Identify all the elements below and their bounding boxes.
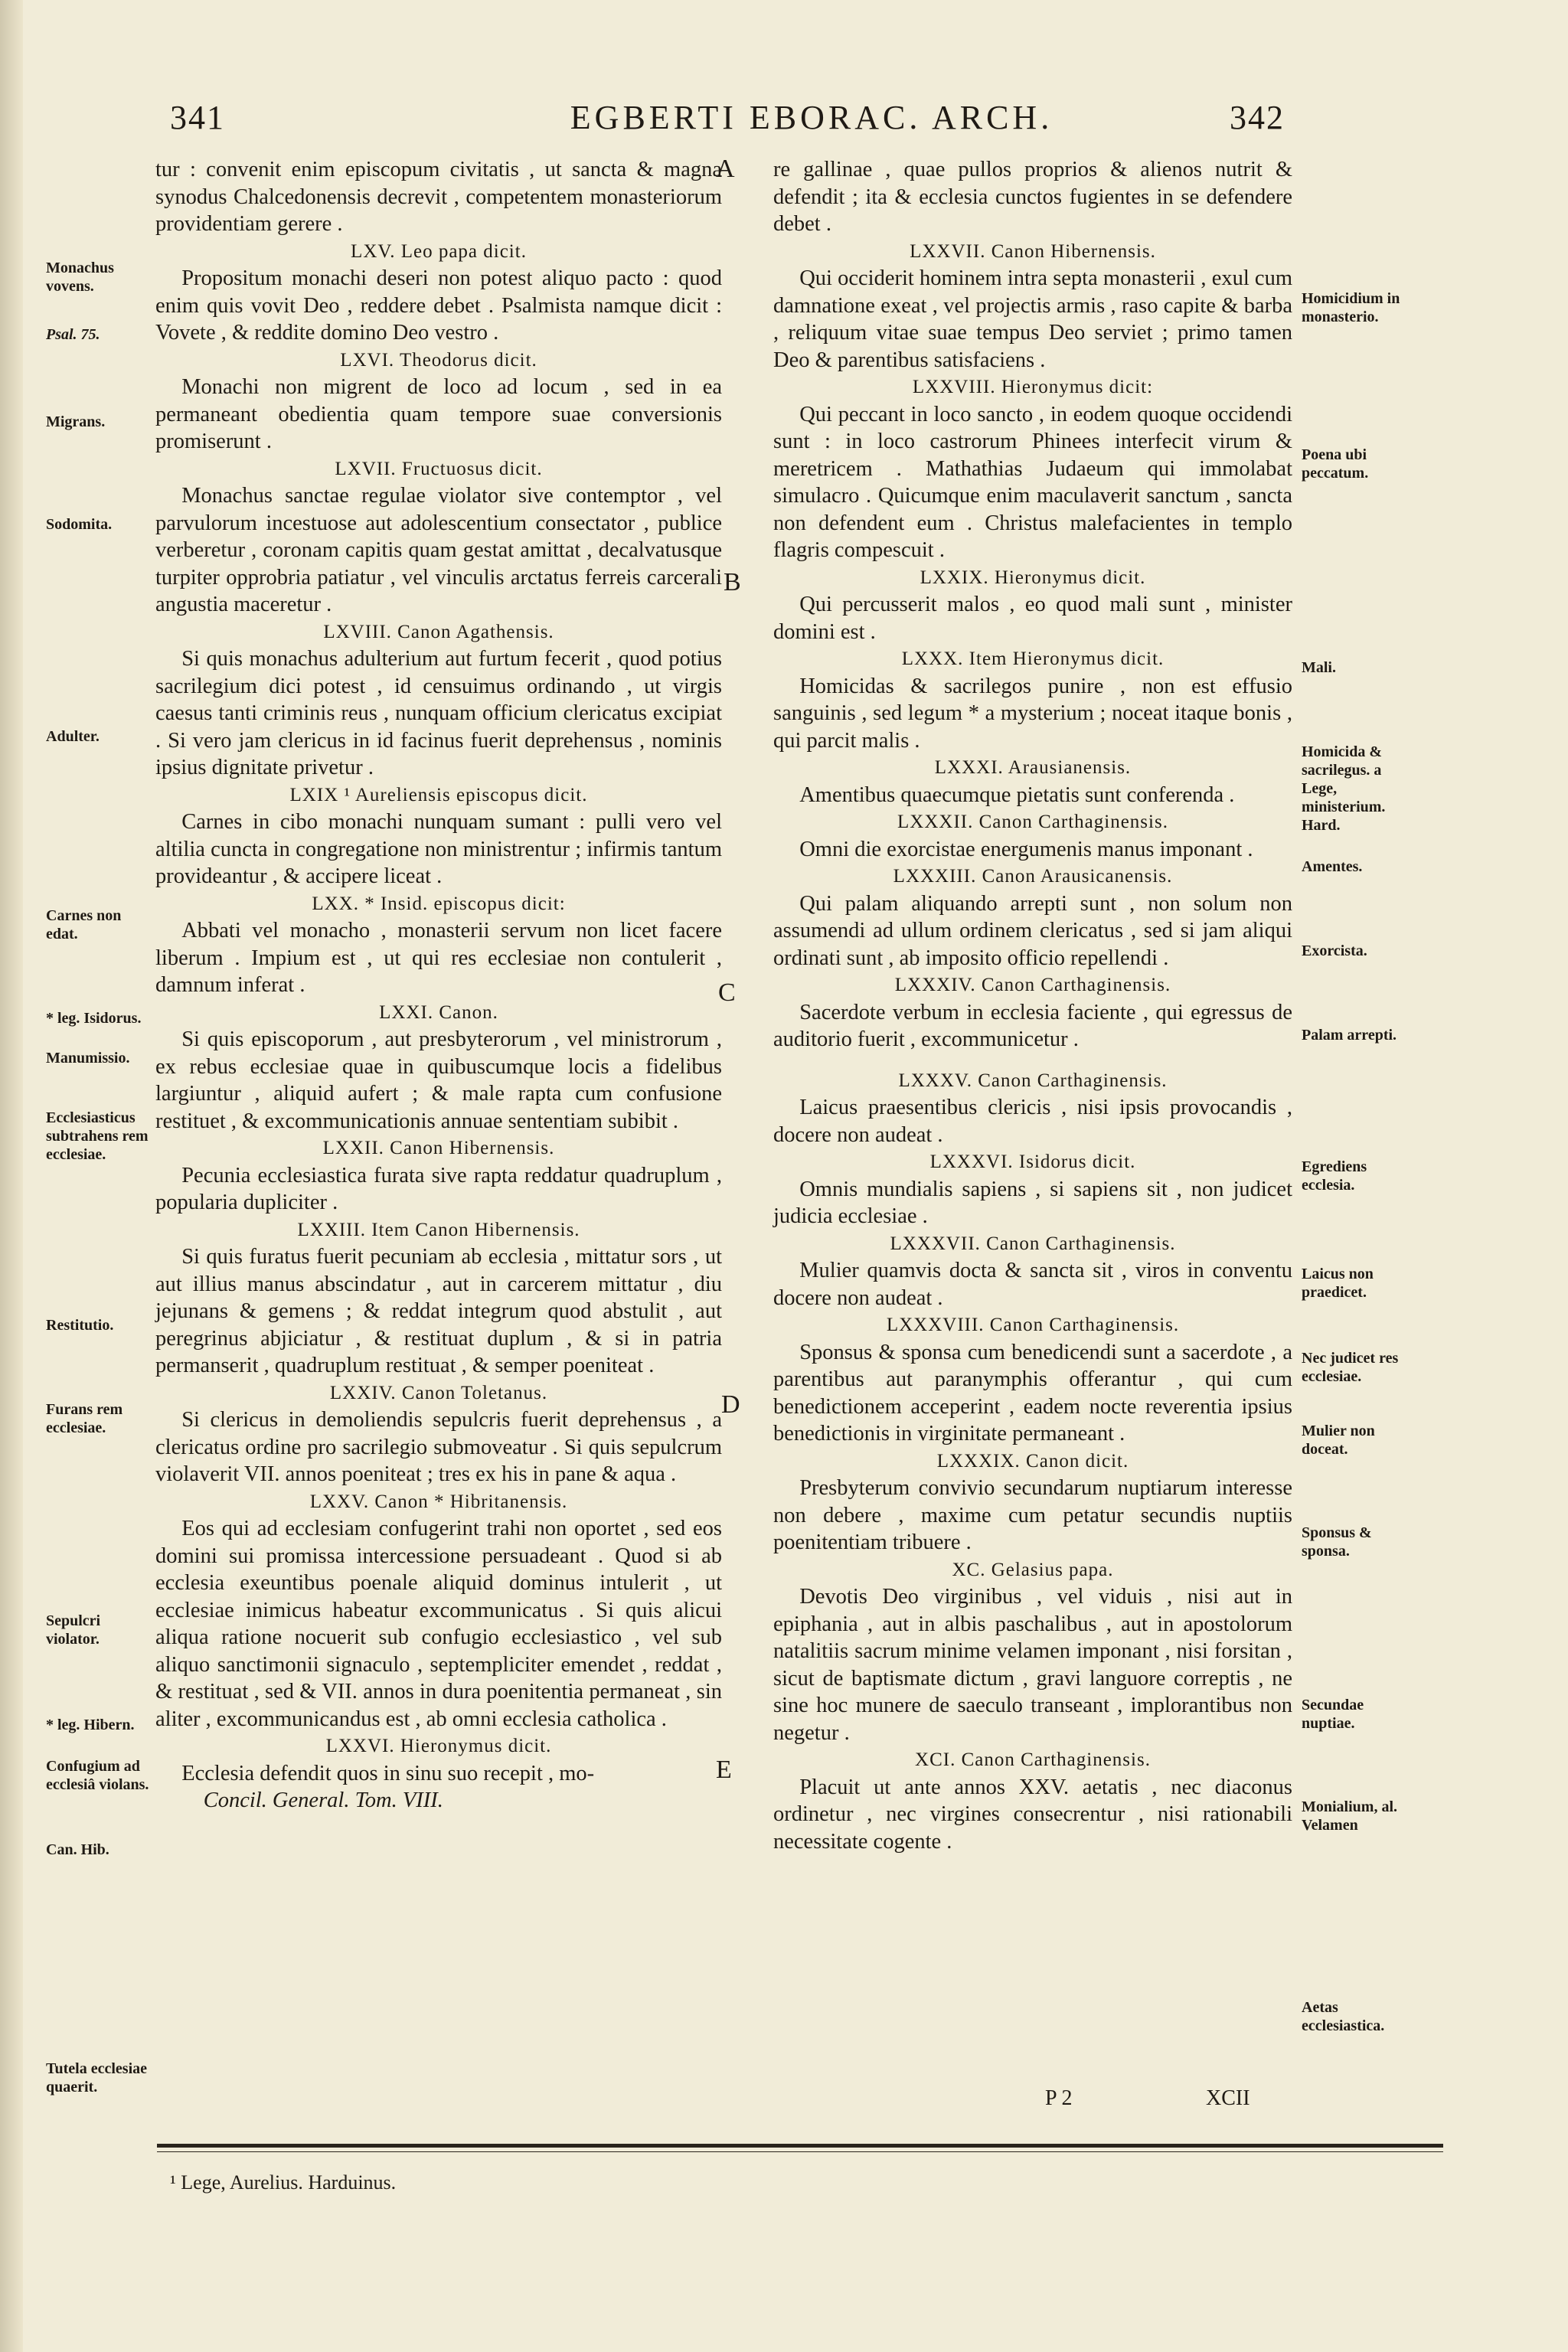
paragraph: Propositum monachi deseri non potest aliquo pacto : quod enim quis vovit Deo , reddere debet . Psalmista namque dicit : Vovete , & reddite domino Deo vestro . bbox=[155, 266, 722, 345]
margin-note: Psal. 75. bbox=[46, 326, 100, 343]
canon-heading: LXXI. Canon. bbox=[379, 1001, 498, 1023]
margin-note: Sponsus & sponsa. bbox=[1302, 1524, 1372, 1560]
margin-note: Ecclesiasticus subtrahens rem ecclesiae. bbox=[46, 1109, 149, 1163]
paragraph: Mulier quamvis docta & sancta sit , viros in conventu docere non audeat . bbox=[773, 1259, 1292, 1310]
paragraph: Sponsus & sponsa cum benedicendi sunt a sacerdote , a parentibus aut paranymphis offerantur , qui cum benedictionem acceperint , eadem nocte reverentia ipsius benedictionis in virginitate permaneant . bbox=[773, 1340, 1292, 1446]
canon-heading: XCI. Canon Carthaginensis. bbox=[915, 1749, 1151, 1770]
footnote: ¹ Lege, Aurelius. Harduinus. bbox=[170, 2171, 397, 2194]
signature-mark: P 2 bbox=[1045, 2086, 1073, 2110]
paragraph: Monachi non migrent de loco ad locum , sed in ea permaneant obedientia quam tempore suae conversionis promiserunt . bbox=[155, 375, 722, 453]
canon-heading: LXXXII. Canon Carthaginensis. bbox=[897, 812, 1168, 832]
canon-heading: LXXXVI. Isidorus dicit. bbox=[929, 1152, 1136, 1172]
paragraph: Omni die exorcistae energumenis manus imponant . bbox=[799, 837, 1253, 861]
margin-note: Monachus vovens. bbox=[46, 260, 114, 295]
margin-note: Monialium, al. Velamen bbox=[1302, 1798, 1398, 1834]
canon-heading: LXXXV. Canon Carthaginensis. bbox=[898, 1070, 1168, 1091]
margin-note: Manumissio. bbox=[46, 1050, 130, 1067]
paragraph: Laicus praesentibus clericis , nisi ipsis provocandis , docere non audeat . bbox=[773, 1096, 1292, 1147]
section-letter-e: E bbox=[716, 1756, 732, 1784]
margin-note: Confugium ad ecclesiâ violans. bbox=[46, 1758, 149, 1793]
canon-heading: LXVI. Theodorus dicit. bbox=[340, 349, 537, 371]
margin-note: Amentes. bbox=[1302, 858, 1363, 875]
canon-heading: LXXIV. Canon Toletanus. bbox=[329, 1382, 548, 1403]
canon-heading: LXXIX. Hieronymus dicit. bbox=[920, 567, 1146, 588]
paragraph: Qui palam aliquando arrepti sunt , non solum non assumendi ad ullum ordinem clericatus , sed si jam aliqui ordinati sunt , ab imposito officio repellendi . bbox=[773, 891, 1292, 970]
paragraph: Sacerdote verbum in ecclesia faciente , qui egressus de auditorio fuerit , excommunicetur . bbox=[773, 1000, 1292, 1051]
margin-note: Exorcista. bbox=[1302, 942, 1367, 959]
footnote-rule-thin bbox=[157, 2151, 1443, 2152]
canon-heading: XC. Gelasius papa. bbox=[952, 1559, 1114, 1580]
running-title: EGBERTI EBORAC. ARCH. bbox=[570, 99, 1054, 136]
canon-heading: LXVIII. Canon Agathensis. bbox=[323, 621, 554, 642]
margin-note: Carnes non edat. bbox=[46, 907, 122, 942]
canon-heading: LXXVII. Canon Hibernensis. bbox=[910, 240, 1156, 262]
canon-heading: LXIX ¹ Aureliensis episcopus dicit. bbox=[289, 784, 588, 805]
margin-note: Mali. bbox=[1302, 659, 1336, 676]
margin-note: Palam arrepti. bbox=[1302, 1027, 1397, 1044]
paragraph: Homicidas & sacrilegos punire , non est effusio sanguinis , sed legum * a mysterium ; noceat itaque bonis , qui parcit malis . bbox=[773, 674, 1292, 753]
left-page-number: 341 bbox=[170, 99, 225, 136]
paragraph: Placuit ut ante annos XXV. aetatis , nec diaconus ordinetur , nec virgines consecrentur , nisi rationabili necessitate cogente . bbox=[773, 1775, 1292, 1854]
paragraph: Eos qui ad ecclesiam confugerint trahi non oportet , sed eos domini sui promissa intercessione persuadeant . Quod si ab ecclesia exeuntibus poenale aliquid dominus intulerit , ut ecclesiae inimicus habeatur excommunicatus . Si quis alicui aliqua ratione nocuerit sub confugio ecclesiastico , vel sub aliquo sanctimonii signaculo , septempliciter emendet , reddat , & restituat , sed & VII. annos in dura poenitentia permaneat , sin aliter , excommunicandus est , ab omni ecclesia catholica . bbox=[155, 1517, 722, 1731]
paragraph: Presbyterum convivio secundarum nuptiarum interesse non debere , maxime cum petatur secundis nuptiis poenitentiam tribuere . bbox=[773, 1476, 1292, 1554]
margin-note: Aetas ecclesiastica. bbox=[1302, 1999, 1385, 2034]
paragraph: Ecclesia defendit quos in sinu suo recepit , mo- bbox=[181, 1761, 595, 1785]
paragraph: Si quis episcoporum , aut presbyterorum , vel ministrorum , ex rebus ecclesiae quae in quibuscumque locis a fidelibus largiuntur , aliquid aufert ; & male rapta cum confusione restituet , & excommunicationis annuae sententiam subibit . bbox=[155, 1027, 722, 1133]
paragraph: Si clericus in demoliendis sepulcris fuerit deprehensus , a clericatus ordine pro sacrilegio submoveatur . Si quis sepulcrum violaverit VII. annos poeniteat ; tres ex his in pane & aqua . bbox=[155, 1408, 722, 1486]
margin-note: Adulter. bbox=[46, 728, 100, 745]
section-letter-d: D bbox=[721, 1390, 740, 1419]
canon-heading: LXXXI. Arausianensis. bbox=[934, 757, 1132, 778]
margin-note: Can. Hib. bbox=[46, 1841, 109, 1858]
paragraph: Si quis furatus fuerit pecuniam ab ecclesia , mittatur sors , ut aut illius manus abscindatur , aut in carcerem mittatur , diu jejunans & gemens ; & reddat integrum quod abstulit , aut peregrinus abjiciatur , & restituat duplum , & si in patria permanserit , quadruplum restituat , & semper poeniteat . bbox=[155, 1245, 722, 1377]
margin-note: Mulier non doceat. bbox=[1302, 1423, 1375, 1458]
book-binding-edge bbox=[0, 0, 23, 2352]
right-page-number: 342 bbox=[1230, 99, 1285, 136]
canon-heading: LXXXVII. Canon Carthaginensis. bbox=[890, 1233, 1176, 1254]
paragraph: tur : convenit enim episcopum civitatis , ut sancta & magna synodus Chalcedonensis decrevit , competentem monasteriorum providentiam gerere . bbox=[155, 158, 722, 236]
paragraph: Pecunia ecclesiastica furata sive rapta reddatur quadruplum , popularia dupliciter . bbox=[155, 1163, 722, 1214]
margin-note: Homicidium in monasterio. bbox=[1302, 290, 1400, 325]
catchword: XCII bbox=[1206, 2086, 1250, 2110]
paragraph: Abbati vel monacho , monasterii servum non licet facere liberum . Impium est , ut qui res ecclesiae non contulerit , damnum inferat . bbox=[155, 919, 722, 997]
canon-heading: LXXXIX. Canon dicit. bbox=[936, 1450, 1129, 1472]
canon-heading: LXVII. Fructuosus dicit. bbox=[335, 458, 543, 479]
section-letter-b: B bbox=[724, 568, 741, 596]
canon-heading: LXX. * Insid. episcopus dicit: bbox=[312, 893, 566, 914]
margin-note: * leg. Hibern. bbox=[46, 1717, 135, 1733]
canon-heading: LXXXIV. Canon Carthaginensis. bbox=[894, 975, 1171, 995]
canon-heading: LXXVIII. Hieronymus dicit: bbox=[912, 377, 1154, 397]
margin-note: Secundae nuptiae. bbox=[1302, 1697, 1364, 1732]
margin-note: Restitutio. bbox=[46, 1317, 114, 1334]
paragraph: Omnis mundialis sapiens , si sapiens sit , non judicet judicia ecclesiae . bbox=[773, 1177, 1292, 1228]
canon-heading: LXXVI. Hieronymus dicit. bbox=[325, 1736, 552, 1756]
left-column bbox=[155, 156, 722, 1815]
margin-note: * leg. Isidorus. bbox=[46, 1010, 142, 1027]
canon-heading: LXXXIII. Canon Arausicanensis. bbox=[893, 866, 1173, 887]
margin-note: Tutela ecclesiae quaerit. bbox=[46, 2060, 148, 2096]
canon-heading: LXXV. Canon * Hibritanensis. bbox=[309, 1491, 568, 1512]
margin-note: Sodomita. bbox=[46, 516, 113, 533]
canon-heading: LXV. Leo papa dicit. bbox=[351, 240, 527, 262]
margin-note: Laicus non praedicet. bbox=[1302, 1266, 1374, 1301]
paragraph: re gallinae , quae pullos proprios & alienos nutrit & defendit ; ita & ecclesia cunctos fugientes in se defendere debet . bbox=[773, 158, 1292, 236]
paragraph: Si quis monachus adulterium aut furtum fecerit , quod potius sacrilegium dici potest , id censuimus ordinando , ut virgis caesus tanti criminis reus , nunquam officium clericatus excipiat . Si vero jam clericus in id facinus fuerit deprehensus , nominis ipsius dignitate privetur . bbox=[155, 647, 722, 779]
canon-heading: LXXX. Item Hieronymus dicit. bbox=[901, 648, 1165, 669]
margin-note: Poena ubi peccatum. bbox=[1302, 446, 1369, 482]
paragraph: Monachus sanctae regulae violator sive contemptor , vel parvulorum incestuose aut adolescentium consectator , publice verberetur , coronam capitis quam gestat amittat , decalvatusque turpiter opprobria patiatur , vel vinculis arctatus ferreis carcerali angustia maceretur . bbox=[155, 484, 722, 616]
paragraph: Qui peccant in loco sancto , in eodem quoque occidendi sunt : in loco castrorum Phinees interfecit virum & meretricem . Mathathias Judaeum qui immolabat simulacro . Quicumque enim maculaverit sanctum , sancta non defendent eum . Christus malefacientes in templo flagris compescuit . bbox=[773, 402, 1292, 562]
paragraph: Qui occiderit hominem intra septa monasterii , exul cum damnatione exeat , vel projectis armis , raso capite & barba , reliquum vitae suae tempus Deo serviet ; primo tamen Deo & parentibus satisfaciens . bbox=[773, 266, 1292, 372]
paragraph: Qui percusserit malos , eo quod mali sunt , minister domini est . bbox=[773, 593, 1292, 644]
section-letter-c: C bbox=[718, 978, 736, 1007]
paragraph: Devotis Deo virginibus , vel viduis , nisi aut in epiphania , aut in albis paschalibus , aut in apostolorum natalitiis sacrum minime velamen imponant , nisi forsitan , sicut de baptismate dictum , gravi languore correptis , ne sine hoc munere de saeculo transeant , implorantibus non negetur . bbox=[773, 1585, 1292, 1745]
margin-note: Sepulcri violator. bbox=[46, 1612, 101, 1648]
section-letter-a: A bbox=[716, 155, 735, 183]
canon-heading: LXXIII. Item Canon Hibernensis. bbox=[297, 1219, 580, 1240]
margin-note: Egrediens ecclesia. bbox=[1302, 1158, 1367, 1194]
margin-note: Nec judicet res ecclesiae. bbox=[1302, 1350, 1399, 1385]
margin-note: Homicida & sacrilegus. a Lege, ministerium. Hard. bbox=[1302, 743, 1386, 834]
margin-note: Furans rem ecclesiae. bbox=[46, 1401, 123, 1436]
paragraph: Carnes in cibo monachi nunquam sumant : pulli vero vel altilia cuncta in congregatione non ministrentur ; infirmis tantum provideantur , & accipere liceat . bbox=[155, 810, 722, 888]
signature-line: Concil. General. Tom. VIII. bbox=[203, 1788, 443, 1812]
paragraph: Amentibus quaecumque pietatis sunt conferenda . bbox=[799, 782, 1235, 807]
margin-note: Migrans. bbox=[46, 413, 106, 430]
canon-heading: LXXXVIII. Canon Carthaginensis. bbox=[886, 1315, 1180, 1335]
canon-heading: LXXII. Canon Hibernensis. bbox=[322, 1138, 555, 1158]
footnote-rule bbox=[157, 2144, 1443, 2148]
right-column bbox=[773, 156, 1292, 1855]
